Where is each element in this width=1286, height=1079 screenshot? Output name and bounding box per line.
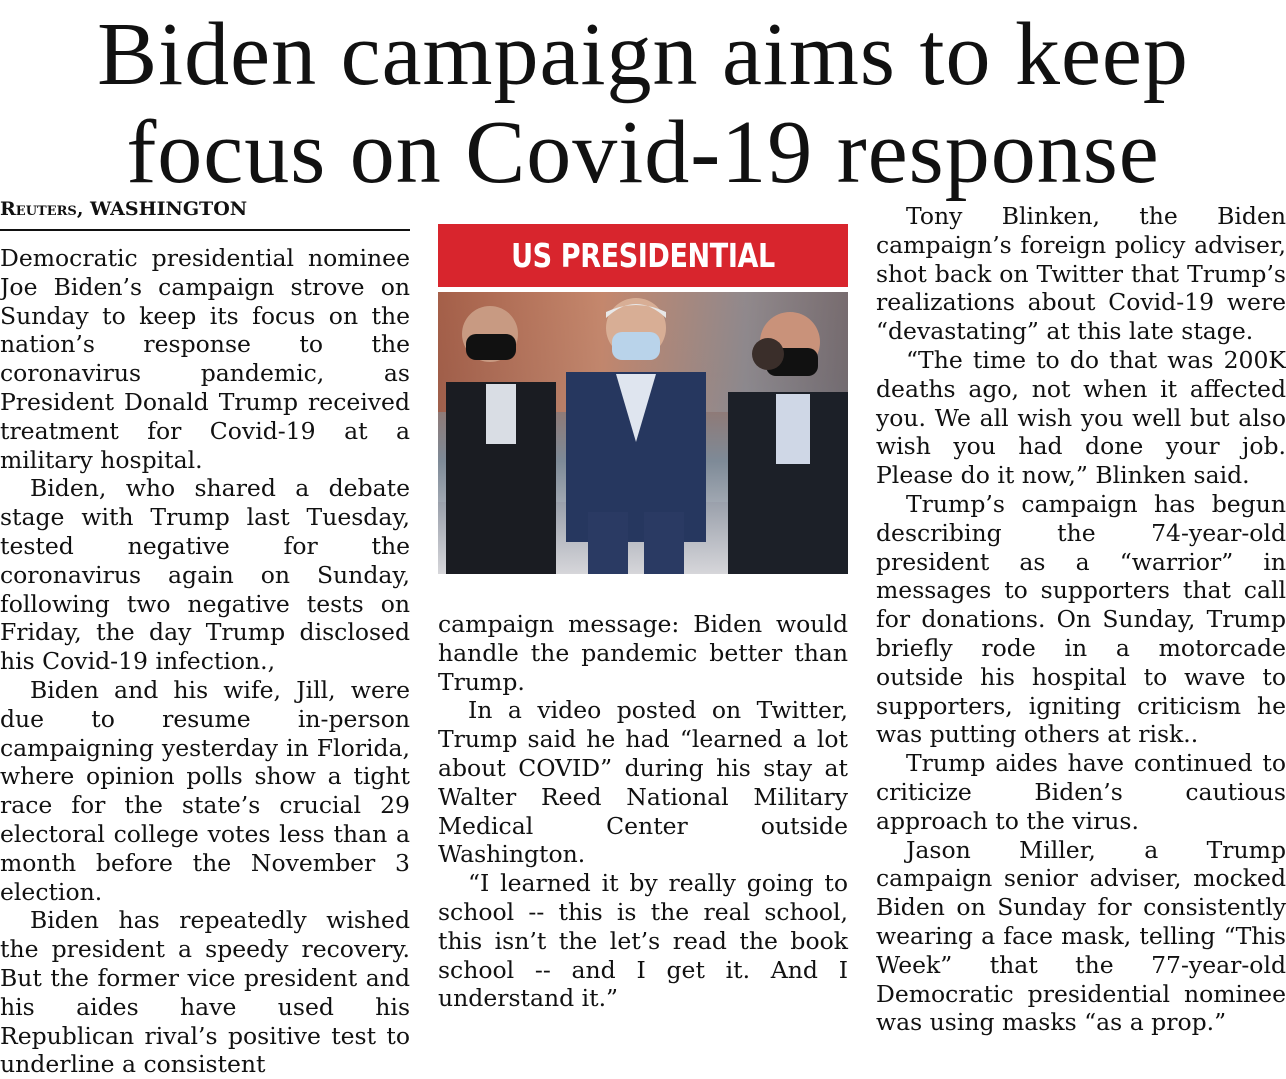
paragraph: Democratic presidential nominee Joe Biden’s campaign strove on Sunday to keep its focus on the nation’s response to the coronavirus pandemic, as President Donald Trump received treatment for Covid-19 at a military hospital. xyxy=(0,244,410,474)
photo-three-men-walking-masked xyxy=(438,292,848,574)
headline-line-1: Biden campaign aims to keep xyxy=(97,5,1189,104)
news-photo xyxy=(438,292,848,574)
headline-line-2: focus on Covid-19 response xyxy=(126,103,1160,202)
paragraph: Biden and his wife, Jill, were due to resume in-person campaigning yesterday in Florida, where opinion polls show a tight race for the state’s crucial 29 electoral college votes less than a month before the November 3 election. xyxy=(0,675,410,906)
paragraph: campaign message: Biden would handle the pandemic better than Trump. xyxy=(438,610,848,696)
headline xyxy=(0,6,1286,202)
article-column-2 xyxy=(438,610,848,1013)
byline xyxy=(0,196,410,231)
paragraph: Trump’s campaign has begun describing the 74-year-old president as a “warrior” in messages to supporters that call for donations. On Sunday, Trump briefly rode in a motorcade outside his hospital to wave to supporters, igniting criticism he was putting others at risk.. xyxy=(876,489,1286,749)
paragraph: Biden, who shared a debate stage with Trump last Tuesday, tested negative for the coronavirus again on Sunday, following two negative tests on Friday, the day Trump disclosed his Covid-19 infection., xyxy=(0,474,410,676)
article-column-1 xyxy=(0,244,410,1079)
photo-figure-center xyxy=(566,298,706,574)
article-column-3 xyxy=(876,202,1286,1037)
paragraph: Biden has repeatedly wished the president a speedy recovery. But the former vice president and his aides have used his Republican rival’s positive test to underline a consistent xyxy=(0,906,410,1079)
paragraph: Tony Blinken, the Biden campaign’s foreign policy adviser, shot back on Twitter that Trump’s realizations about Covid-19 were “devastating” at this late stage. xyxy=(876,202,1286,346)
photo-figure-left xyxy=(446,306,556,574)
paragraph: “I learned it by really going to school -- this is the real school, this isn’t the let’s read the book school -- and I get it. And I understand it.” xyxy=(438,869,848,1013)
banner-label: US PRESIDENTIAL xyxy=(511,236,775,275)
paragraph: Trump aides have continued to criticize Biden’s cautious approach to the virus. xyxy=(876,749,1286,835)
photo-figure-right xyxy=(728,312,848,574)
paragraph: “The time to do that was 200K deaths ago, not when it affected you. We all wish you well but also wish you had done your job. Please do it now,” Blinken said. xyxy=(876,345,1286,490)
byline-agency: Reuters xyxy=(0,198,77,220)
section-banner xyxy=(438,224,848,287)
paragraph: Jason Miller, a Trump campaign senior adviser, mocked Biden on Sunday for consistently wearing a face mask, telling “This Week” that the 77-year-old Democratic presidential nominee was using masks “as a prop.” xyxy=(876,835,1286,1037)
byline-location: , WASHINGTON xyxy=(76,198,248,220)
paragraph: In a video posted on Twitter, Trump said he had “learned a lot about COVID” during his stay at Walter Reed National Military Medical Center outside Washington. xyxy=(438,696,848,869)
